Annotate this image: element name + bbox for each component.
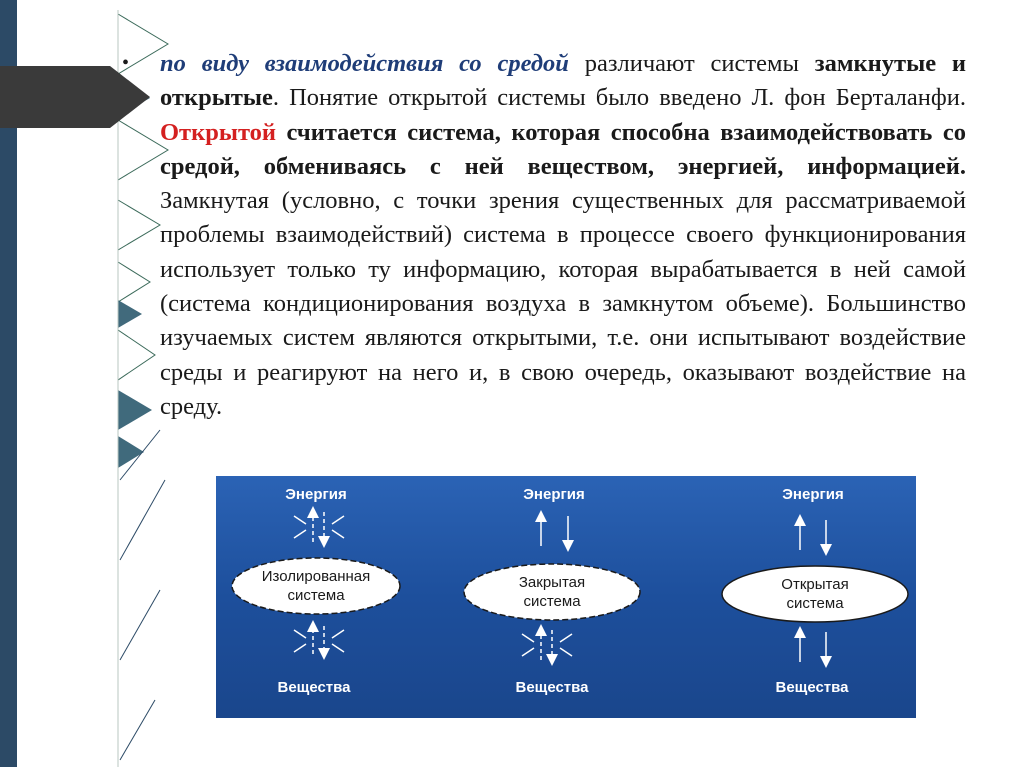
energy-label-isolated: Энергия (285, 486, 347, 503)
energy-label-closed: Энергия (523, 486, 585, 503)
bold-phrase: замкнутые и открытые (160, 50, 966, 112)
systems-diagram (216, 476, 916, 718)
text-run: различают системы (568, 50, 815, 77)
energy-label-open: Энергия (782, 486, 844, 503)
italic-phrase: по виду взаимодействия со средой (160, 50, 569, 77)
matter-label-isolated: Вещества (277, 679, 351, 696)
isolated-line-1: Изолированная (261, 568, 371, 585)
red-highlight: Открытой (160, 118, 277, 146)
open-system-label (735, 575, 895, 613)
text-run: Замкнутая (условно, с точки зрения существенных для рассматриваемой проблемы взаимодействий) система в процессе своего функционирования использует только ту информацию, которая вырабатывается в ней самой (система кондиционирования воздуха в замкнутом объеме). Большинство изучаемых систем являются открытыми, т.е. они испытывают воздействие среды и реагируют на него и, в свою очередь, оказывают воздействие на среду. (160, 187, 966, 420)
open-line-2: система (786, 595, 844, 612)
matter-label-closed: Вещества (515, 679, 589, 696)
matter-label-open: Вещества (775, 679, 849, 696)
isolated-system-label (236, 567, 396, 605)
open-line-1: Открытая (781, 576, 849, 593)
bold-definition: считается система, которая способна взаимодействовать со средой, обмениваясь с ней веществом, энергией, информацией. (160, 118, 966, 180)
body-paragraph (160, 47, 966, 424)
closed-line-2: система (523, 593, 581, 610)
isolated-line-2: система (287, 587, 345, 604)
bullet-point: • (122, 52, 130, 74)
text-run: . Понятие открытой системы было введено Л. фон Берталанфи. (272, 84, 966, 112)
closed-line-1: Закрытая (518, 574, 586, 591)
closed-system-label (472, 573, 632, 611)
